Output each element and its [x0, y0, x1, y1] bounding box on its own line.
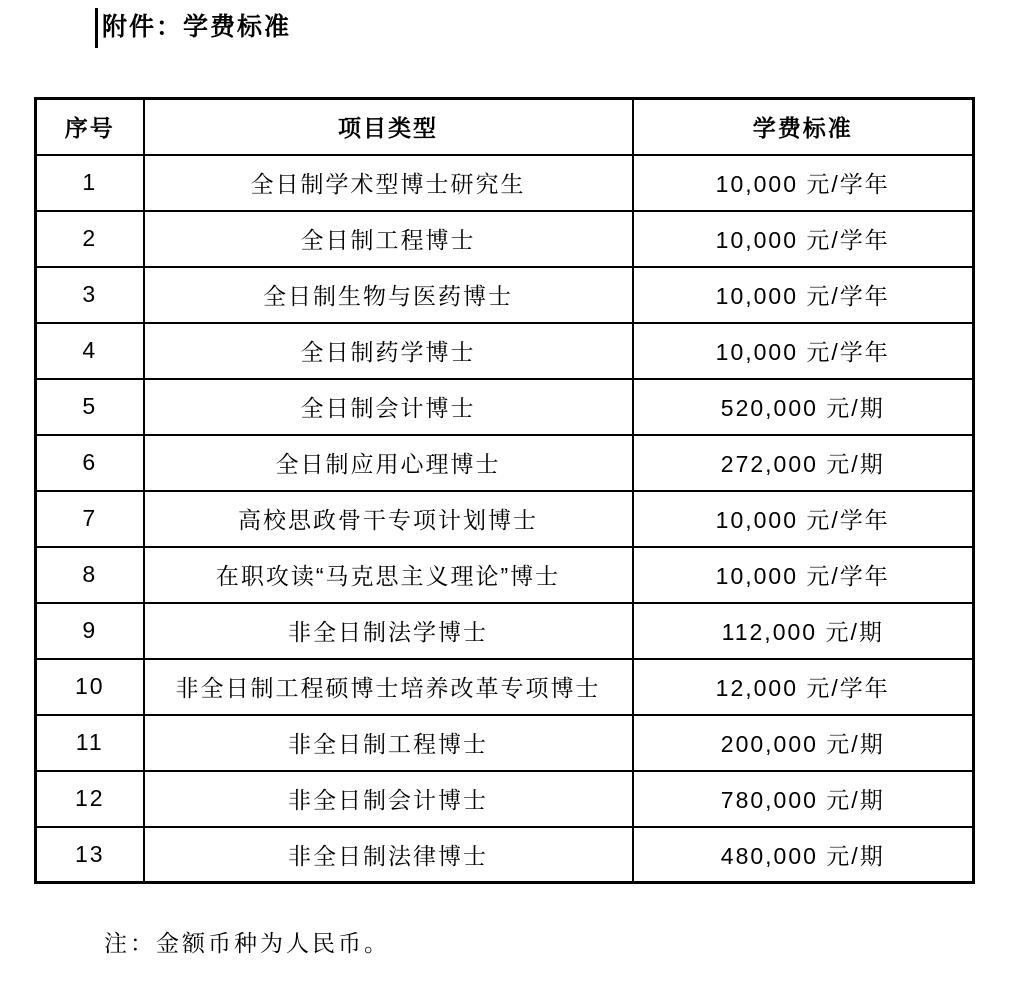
header-row	[36, 99, 974, 155]
currency-note: 注：金额币种为人民币。	[104, 931, 390, 956]
table-row	[36, 491, 974, 547]
document-title-row	[95, 8, 291, 48]
table-row	[36, 715, 974, 771]
row-number: 12	[36, 771, 144, 827]
row-number: 7	[36, 491, 144, 547]
row-number: 10	[36, 659, 144, 715]
row-number: 5	[36, 379, 144, 435]
header-no: 序号	[36, 99, 144, 155]
fee-standard: 10,000 元/学年	[633, 547, 974, 603]
page-title: 附件：学费标准	[102, 14, 292, 41]
program-type: 全日制工程博士	[144, 211, 633, 267]
row-number: 4	[36, 323, 144, 379]
program-type: 全日制学术型博士研究生	[144, 155, 633, 211]
header-program-type: 项目类型	[144, 99, 633, 155]
table-row	[36, 267, 974, 323]
table-row	[36, 211, 974, 267]
table-row	[36, 771, 974, 827]
table-row	[36, 435, 974, 491]
fee-standard: 10,000 元/学年	[633, 491, 974, 547]
table-row	[36, 659, 974, 715]
program-type: 全日制应用心理博士	[144, 435, 633, 491]
fee-standard: 112,000 元/期	[633, 603, 974, 659]
text-cursor[interactable]	[95, 8, 98, 48]
program-type: 非全日制法律博士	[144, 827, 633, 883]
table-row	[36, 379, 974, 435]
fee-standard: 272,000 元/期	[633, 435, 974, 491]
program-type: 全日制会计博士	[144, 379, 633, 435]
fee-standard: 780,000 元/期	[633, 771, 974, 827]
table-row	[36, 827, 974, 883]
row-number: 9	[36, 603, 144, 659]
tuition-table-head	[36, 99, 974, 155]
row-number: 13	[36, 827, 144, 883]
fee-standard: 480,000 元/期	[633, 827, 974, 883]
program-type: 非全日制工程硕博士培养改革专项博士	[144, 659, 633, 715]
program-type: 在职攻读“马克思主义理论”博士	[144, 547, 633, 603]
program-type: 高校思政骨干专项计划博士	[144, 491, 633, 547]
tuition-table-body	[36, 155, 974, 883]
table-row	[36, 155, 974, 211]
fee-standard: 10,000 元/学年	[633, 211, 974, 267]
table-row	[36, 603, 974, 659]
program-type: 非全日制法学博士	[144, 603, 633, 659]
row-number: 3	[36, 267, 144, 323]
row-number: 8	[36, 547, 144, 603]
program-type: 全日制药学博士	[144, 323, 633, 379]
fee-standard: 12,000 元/学年	[633, 659, 974, 715]
tuition-table	[34, 97, 975, 884]
program-type: 全日制生物与医药博士	[144, 267, 633, 323]
fee-standard: 10,000 元/学年	[633, 267, 974, 323]
program-type: 非全日制会计博士	[144, 771, 633, 827]
table-row	[36, 547, 974, 603]
row-number: 1	[36, 155, 144, 211]
header-fee: 学费标准	[633, 99, 974, 155]
row-number: 11	[36, 715, 144, 771]
fee-standard: 10,000 元/学年	[633, 323, 974, 379]
fee-standard: 520,000 元/期	[633, 379, 974, 435]
row-number: 2	[36, 211, 144, 267]
table-row	[36, 323, 974, 379]
program-type: 非全日制工程博士	[144, 715, 633, 771]
fee-standard: 10,000 元/学年	[633, 155, 974, 211]
row-number: 6	[36, 435, 144, 491]
fee-standard: 200,000 元/期	[633, 715, 974, 771]
